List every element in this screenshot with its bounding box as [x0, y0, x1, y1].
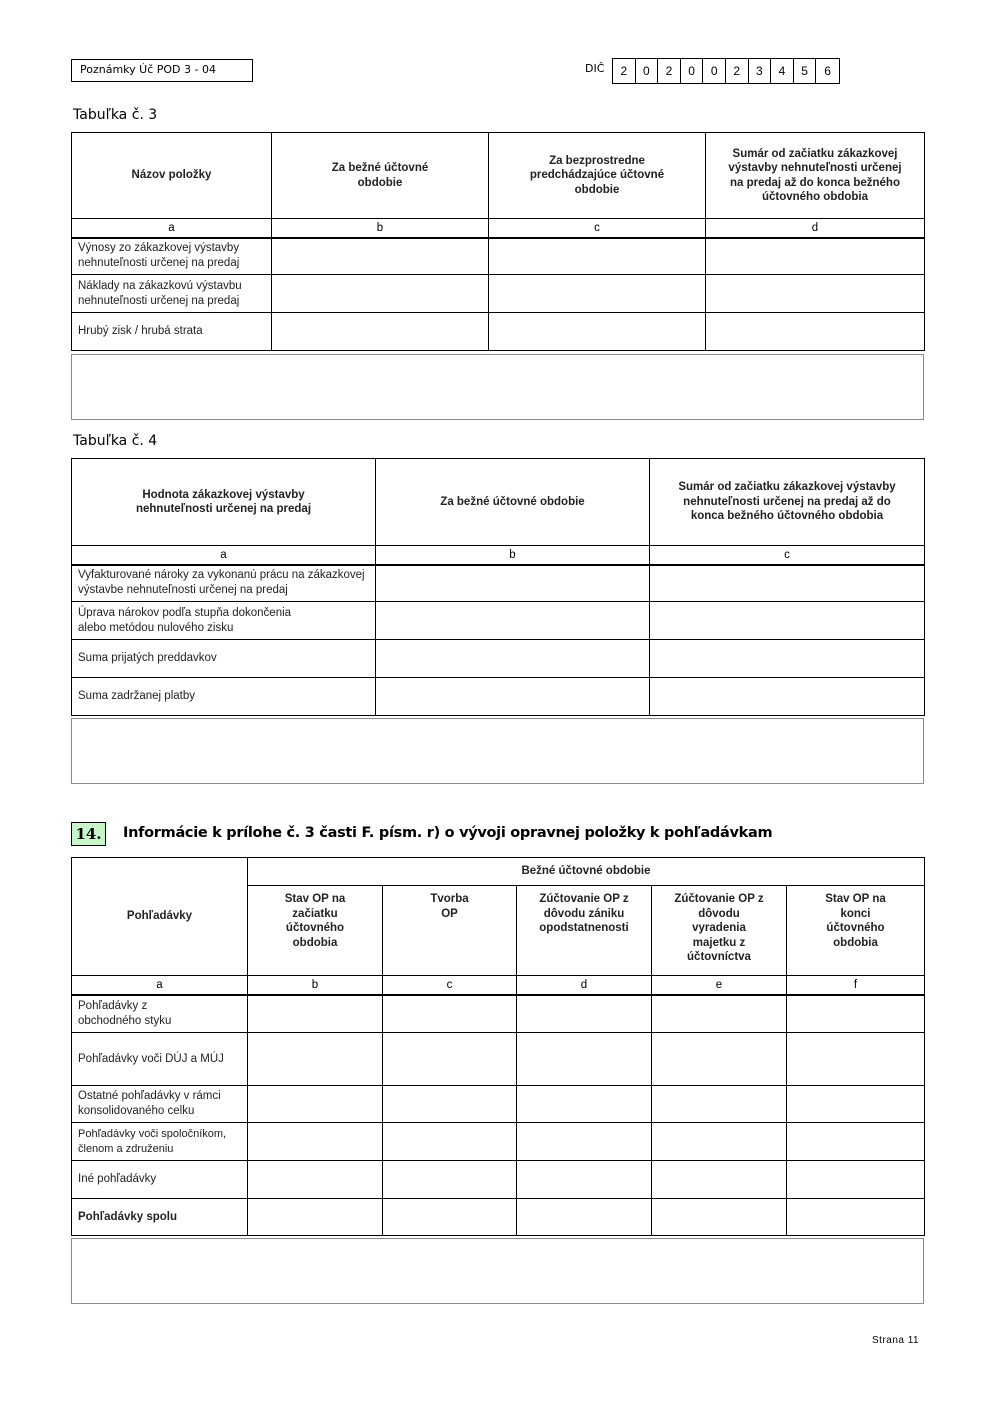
table-row [72, 1033, 925, 1086]
row-label: Pohľadávky voči spoločníkom, členom a združeniu [72, 1123, 248, 1161]
value-cell[interactable] [383, 1123, 517, 1161]
row-label-total: Pohľadávky spolu [72, 1199, 248, 1236]
value-cell[interactable] [489, 313, 706, 351]
value-cell[interactable] [376, 565, 650, 602]
table4-note-box[interactable] [71, 718, 924, 784]
value-cell[interactable] [517, 1033, 652, 1086]
value-cell[interactable] [489, 275, 706, 313]
value-cell[interactable] [248, 1199, 383, 1236]
row-label: Úprava nárokov podľa stupňa dokončenia alebo metódou nulového zisku [72, 602, 376, 640]
value-cell[interactable] [517, 1123, 652, 1161]
table3-col-header: Sumár od začiatku zákazkovej výstavby nehnuteľnosti určenej na predaj až do konca bežného účtovného obdobia [706, 133, 925, 219]
value-cell[interactable] [706, 313, 925, 351]
row-label: Pohľadávky voči DÚJ a MÚJ [72, 1033, 248, 1086]
table-row [72, 640, 925, 678]
column-letter: d [517, 976, 652, 995]
table4-col-header: Sumár od začiatku zákazkovej výstavby nehnuteľnosti určenej na predaj až do konca bežného účtovného obdobia [650, 459, 925, 546]
table4 [71, 458, 925, 716]
value-cell[interactable] [376, 678, 650, 716]
table-row [72, 1161, 925, 1199]
value-cell[interactable] [787, 1161, 925, 1199]
receivables-col-header: Stav OP na začiatku účtovného obdobia [248, 886, 383, 976]
table-row [72, 1123, 925, 1161]
value-cell[interactable] [383, 1086, 517, 1123]
value-cell[interactable] [248, 995, 383, 1033]
row-label: Hrubý zisk / hrubá strata [72, 313, 272, 351]
value-cell[interactable] [652, 1199, 787, 1236]
table4-col-header: Za bežné účtovné obdobie [376, 459, 650, 546]
value-cell[interactable] [517, 1199, 652, 1236]
dic-digit[interactable]: 3 [749, 59, 772, 83]
value-cell[interactable] [383, 1033, 517, 1086]
table-row [72, 313, 925, 351]
table3 [71, 132, 925, 351]
value-cell[interactable] [650, 678, 925, 716]
table3-col-header: Za bežné účtovné obdobie [272, 133, 489, 219]
period-group-header: Bežné účtovné obdobie [248, 858, 925, 886]
column-letter: b [376, 546, 650, 565]
value-cell[interactable] [248, 1033, 383, 1086]
value-cell[interactable] [376, 602, 650, 640]
row-label: Pohľadávky z obchodného styku [72, 995, 248, 1033]
value-cell[interactable] [272, 238, 489, 275]
value-cell[interactable] [517, 1086, 652, 1123]
column-letter: e [652, 976, 787, 995]
value-cell[interactable] [272, 275, 489, 313]
value-cell[interactable] [489, 238, 706, 275]
value-cell[interactable] [652, 1123, 787, 1161]
dic-digit[interactable]: 0 [636, 59, 659, 83]
value-cell[interactable] [517, 995, 652, 1033]
table-row [72, 1086, 925, 1123]
dic-digit[interactable]: 2 [726, 59, 749, 83]
value-cell[interactable] [248, 1086, 383, 1123]
column-letter: a [72, 976, 248, 995]
value-cell[interactable] [652, 1086, 787, 1123]
table-row [72, 995, 925, 1033]
value-cell[interactable] [650, 602, 925, 640]
value-cell[interactable] [248, 1123, 383, 1161]
form-id-label: Poznámky Úč POD 3 - 04 [71, 59, 253, 82]
dic-digit[interactable]: 2 [613, 59, 636, 83]
page-number: Strana 11 [872, 1335, 920, 1346]
receivables-col-header: Zúčtovanie OP z dôvodu vyradenia majetku z účtovníctva [652, 886, 787, 976]
value-cell[interactable] [650, 565, 925, 602]
table4-title: Tabuľka č. 4 [73, 433, 158, 449]
value-cell[interactable] [517, 1161, 652, 1199]
row-label: Vyfakturované nároky za vykonanú prácu na zákazkovej výstavbe nehnuteľnosti určenej na predaj [72, 565, 376, 602]
table-row [72, 602, 925, 640]
receivables-col-header: Tvorba OP [383, 886, 517, 976]
value-cell[interactable] [383, 1161, 517, 1199]
table-row [72, 565, 925, 602]
table4-col-header: Hodnota zákazkovej výstavby nehnuteľnosti určenej na predaj [72, 459, 376, 546]
value-cell[interactable] [272, 313, 489, 351]
value-cell[interactable] [248, 1161, 383, 1199]
table-row [72, 275, 925, 313]
dic-label: DIČ [585, 62, 605, 75]
value-cell[interactable] [787, 1123, 925, 1161]
column-letter: a [72, 219, 272, 238]
value-cell[interactable] [652, 995, 787, 1033]
column-letter: d [706, 219, 925, 238]
value-cell[interactable] [376, 640, 650, 678]
dic-digit[interactable]: 5 [794, 59, 817, 83]
table3-note-box[interactable] [71, 354, 924, 420]
dic-digit[interactable]: 2 [658, 59, 681, 83]
column-letter: f [787, 976, 925, 995]
section-number-badge: 14. [71, 822, 106, 846]
column-letter: c [489, 219, 706, 238]
receivables-col-header: Stav OP na konci účtovného obdobia [787, 886, 925, 976]
value-cell[interactable] [383, 1199, 517, 1236]
value-cell[interactable] [787, 1033, 925, 1086]
table3-col-header: Za bezprostredne predchádzajúce účtovné obdobie [489, 133, 706, 219]
value-cell[interactable] [383, 995, 517, 1033]
value-cell[interactable] [787, 995, 925, 1033]
value-cell[interactable] [706, 275, 925, 313]
value-cell[interactable] [650, 640, 925, 678]
row-label: Suma prijatých preddavkov [72, 640, 376, 678]
row-label: Náklady na zákazkovú výstavbu nehnuteľnosti určenej na predaj [72, 275, 272, 313]
column-letter: b [272, 219, 489, 238]
row-label: Ostatné pohľadávky v rámci konsolidovaného celku [72, 1086, 248, 1123]
table-row [72, 238, 925, 275]
dic-digit[interactable]: 0 [703, 59, 726, 83]
value-cell[interactable] [706, 238, 925, 275]
column-letter: b [248, 976, 383, 995]
section-title: Informácie k prílohe č. 3 časti F. písm. r) o vývoji opravnej položky k pohľadávkam [123, 825, 773, 841]
table-row [72, 678, 925, 716]
dic-digit[interactable]: 6 [824, 64, 831, 78]
dic-digit[interactable]: 0 [681, 59, 704, 83]
column-letter: a [72, 546, 376, 565]
dic-digit[interactable]: 4 [771, 59, 794, 83]
table3-col-header: Názov položky [72, 133, 272, 219]
column-letter: c [650, 546, 925, 565]
row-label: Suma zadržanej platby [72, 678, 376, 716]
value-cell[interactable] [787, 1086, 925, 1123]
row-label: Iné pohľadávky [72, 1161, 248, 1199]
column-letter: c [383, 976, 517, 995]
table-row-total [72, 1199, 925, 1236]
dic-input-boxes [612, 58, 840, 84]
section14-note-box[interactable] [71, 1238, 924, 1304]
receivables-col-header: Zúčtovanie OP z dôvodu zániku opodstatnenosti [517, 886, 652, 976]
row-label: Výnosy zo zákazkovej výstavby nehnuteľnosti určenej na predaj [72, 238, 272, 275]
receivables-row-header: Pohľadávky [72, 858, 248, 976]
value-cell[interactable] [652, 1161, 787, 1199]
table3-title: Tabuľka č. 3 [73, 107, 158, 123]
receivables-table [71, 857, 925, 1236]
value-cell[interactable] [787, 1199, 925, 1236]
value-cell[interactable] [652, 1033, 787, 1086]
